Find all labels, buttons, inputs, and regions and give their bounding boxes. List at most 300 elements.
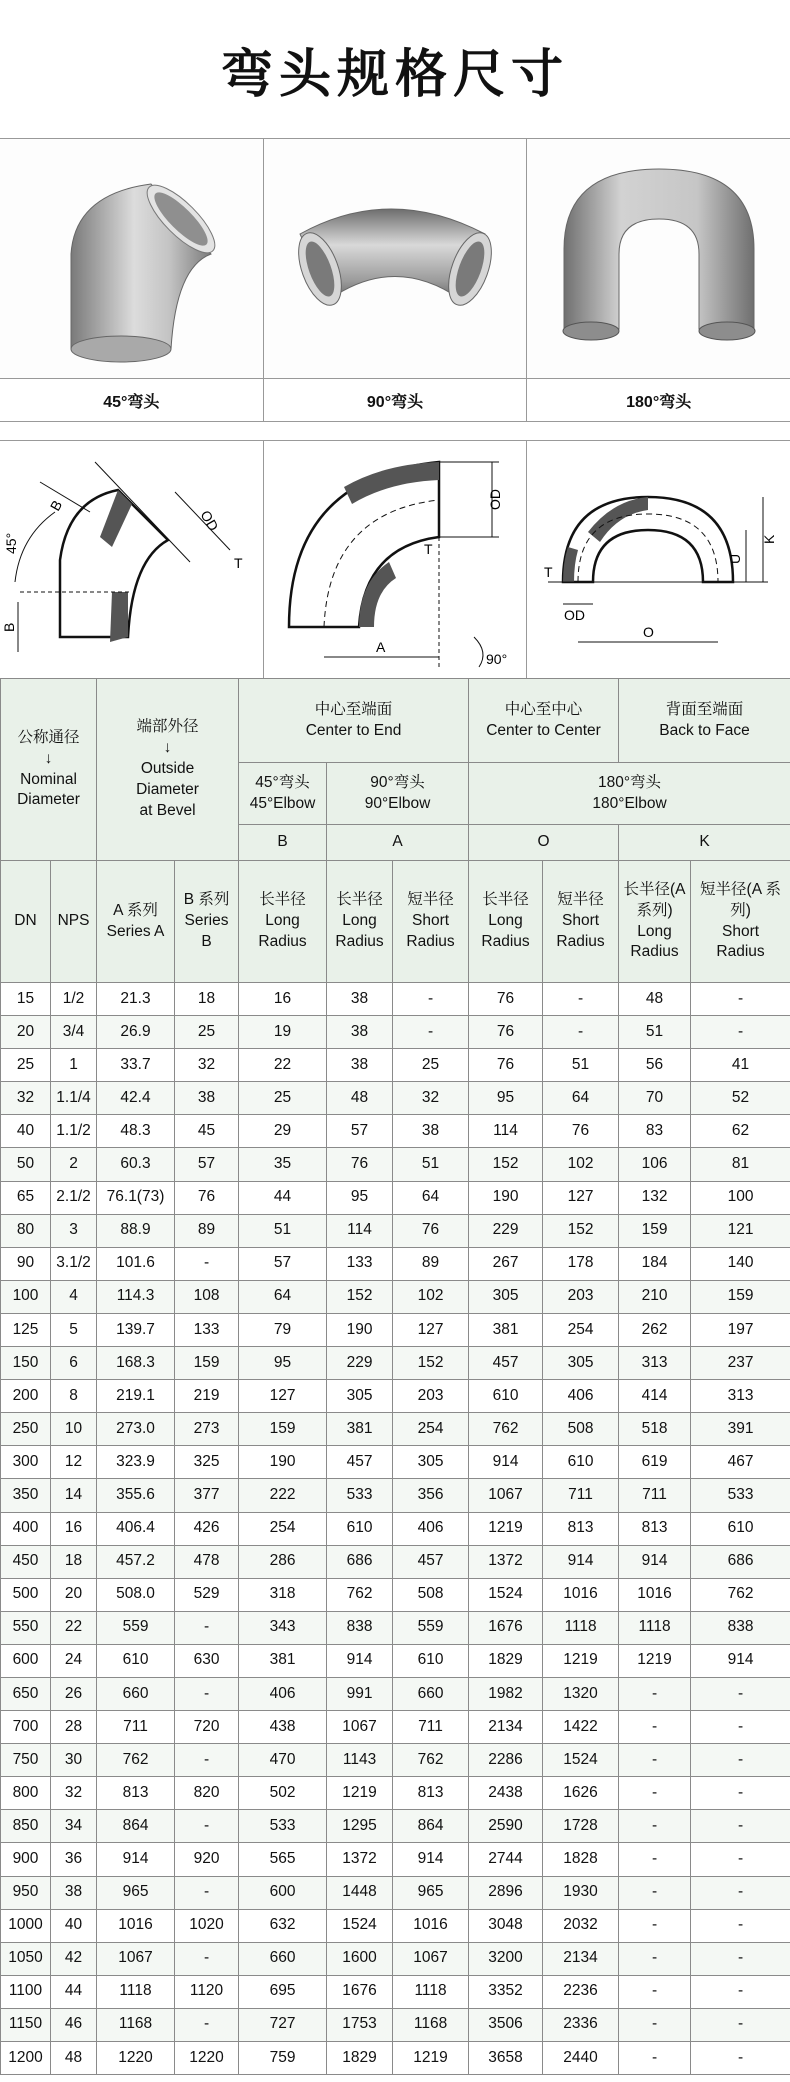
table-cell: 1829 (327, 2042, 393, 2075)
table-cell: 600 (239, 1876, 327, 1909)
caption-90-elbow: 90°弯头 (264, 379, 528, 421)
table-cell: 57 (327, 1115, 393, 1148)
table-cell: 2438 (469, 1777, 543, 1810)
table-cell: 1372 (469, 1545, 543, 1578)
table-cell: - (175, 1876, 239, 1909)
table-cell: 438 (239, 1711, 327, 1744)
header-180-short-radius: 短半径 Short Radius (543, 861, 619, 983)
drawing-row (0, 440, 790, 679)
table-row (1, 2008, 790, 2041)
header-45-long-radius: 长半径 Long Radius (239, 861, 327, 983)
header-center-to-end: 中心至端面 Center to End (239, 679, 469, 763)
table-cell: 219 (175, 1380, 239, 1413)
table-cell: 457 (327, 1446, 393, 1479)
label-od: OD (487, 489, 503, 510)
table-cell: 1676 (469, 1611, 543, 1644)
table-cell: 25 (1, 1049, 51, 1082)
table-cell: - (619, 1876, 691, 1909)
table-cell: 76.1(73) (97, 1181, 175, 1214)
table-row (1, 1016, 790, 1049)
table-cell: 2744 (469, 1843, 543, 1876)
table-cell: 381 (469, 1313, 543, 1346)
table-cell: 800 (1, 1777, 51, 1810)
table-cell: 406 (543, 1380, 619, 1413)
label-t: T (234, 555, 243, 571)
header-nominal-diameter: 公称通径 ↓ Nominal Diameter (1, 679, 97, 861)
header-series-b: B 系列 Series B (175, 861, 239, 983)
photo-90-elbow (264, 139, 528, 379)
table-cell: 2.1/2 (51, 1181, 97, 1214)
table-cell: 152 (543, 1214, 619, 1247)
table-row (1, 1876, 790, 1909)
table-cell: 26.9 (97, 1016, 175, 1049)
table-cell: 313 (619, 1347, 691, 1380)
table-cell: 76 (543, 1115, 619, 1148)
label-u: U (726, 553, 743, 564)
table-cell: 414 (619, 1380, 691, 1413)
table-cell: 76 (469, 1049, 543, 1082)
table-cell: 864 (393, 1810, 469, 1843)
table-cell: 914 (97, 1843, 175, 1876)
table-cell: 559 (97, 1611, 175, 1644)
table-cell: 533 (239, 1810, 327, 1843)
table-cell: 30 (51, 1744, 97, 1777)
table-cell: 2134 (543, 1942, 619, 1975)
table-cell: 457.2 (97, 1545, 175, 1578)
table-cell: 219.1 (97, 1380, 175, 1413)
table-cell: 3048 (469, 1909, 543, 1942)
table-cell: 711 (619, 1479, 691, 1512)
table-cell: 159 (691, 1280, 790, 1313)
header-center-to-center: 中心至中心 Center to Center (469, 679, 619, 763)
table-cell: 42.4 (97, 1082, 175, 1115)
table-cell: 273.0 (97, 1413, 175, 1446)
page-title: 弯头规格尺寸 (220, 44, 569, 105)
header-180-elbow: 180°弯头 180°Elbow (469, 763, 790, 825)
table-cell: 1016 (393, 1909, 469, 1942)
table-cell: 237 (691, 1347, 790, 1380)
table-cell: 630 (175, 1644, 239, 1677)
table-cell: 57 (175, 1148, 239, 1181)
table-cell: 318 (239, 1578, 327, 1611)
table-cell: 2590 (469, 1810, 543, 1843)
table-cell: 1728 (543, 1810, 619, 1843)
table-row (1, 1545, 790, 1578)
table-row (1, 1711, 790, 1744)
drawing-45-elbow-svg (0, 442, 262, 678)
table-cell: 660 (239, 1942, 327, 1975)
table-cell: 762 (327, 1578, 393, 1611)
table-cell: 1.1/2 (51, 1115, 97, 1148)
table-cell: 813 (543, 1512, 619, 1545)
elbow-spec-table (0, 678, 790, 2075)
table-cell: 1219 (543, 1644, 619, 1677)
table-cell: 470 (239, 1744, 327, 1777)
table-cell: 133 (327, 1247, 393, 1280)
table-cell: 1676 (327, 1975, 393, 2008)
table-row (1, 1777, 790, 1810)
label-t: T (424, 541, 433, 557)
table-cell: 2134 (469, 1711, 543, 1744)
table-cell: 1219 (393, 2042, 469, 2075)
table-row (1, 1380, 790, 1413)
table-row (1, 1148, 790, 1181)
table-cell: 720 (175, 1711, 239, 1744)
table-cell: 38 (327, 1016, 393, 1049)
table-row (1, 2042, 790, 2075)
table-cell: 60.3 (97, 1148, 175, 1181)
table-cell: 914 (543, 1545, 619, 1578)
table-cell: 450 (1, 1545, 51, 1578)
table-cell: 139.7 (97, 1313, 175, 1346)
table-cell: 88.9 (97, 1214, 175, 1247)
table-cell: 76 (469, 1016, 543, 1049)
table-cell: 168.3 (97, 1347, 175, 1380)
table-row (1, 1677, 790, 1710)
table-cell: 343 (239, 1611, 327, 1644)
table-cell: - (691, 1975, 790, 2008)
drawing-90-elbow-svg (264, 442, 526, 678)
table-cell: - (691, 1016, 790, 1049)
table-cell: 197 (691, 1313, 790, 1346)
table-cell: 159 (619, 1214, 691, 1247)
table-cell: 3658 (469, 2042, 543, 2075)
table-cell: 1118 (619, 1611, 691, 1644)
photo-90-elbow-image (275, 149, 515, 369)
table-cell: 350 (1, 1479, 51, 1512)
table-cell: 229 (327, 1347, 393, 1380)
table-cell: 222 (239, 1479, 327, 1512)
table-cell: - (619, 1909, 691, 1942)
table-cell: 102 (393, 1280, 469, 1313)
table-cell: 508.0 (97, 1578, 175, 1611)
table-cell: 6 (51, 1347, 97, 1380)
table-cell: 1753 (327, 2008, 393, 2041)
table-cell: 356 (393, 1479, 469, 1512)
table-cell: 2336 (543, 2008, 619, 2041)
table-cell: 101.6 (97, 1247, 175, 1280)
table-cell: 467 (691, 1446, 790, 1479)
table-cell: - (393, 983, 469, 1016)
table-cell: 38 (393, 1115, 469, 1148)
table-cell: 48 (619, 983, 691, 1016)
table-cell: - (691, 983, 790, 1016)
table-cell: 1295 (327, 1810, 393, 1843)
drawing-90-elbow (264, 441, 528, 679)
header-back-to-face: 背面至端面 Back to Face (619, 679, 790, 763)
table-cell: - (691, 1942, 790, 1975)
table-cell: 4 (51, 1280, 97, 1313)
table-cell: 565 (239, 1843, 327, 1876)
table-cell: 2896 (469, 1876, 543, 1909)
table-cell: 1016 (543, 1578, 619, 1611)
table-cell: 254 (393, 1413, 469, 1446)
table-cell: 51 (543, 1049, 619, 1082)
table-cell: 1150 (1, 2008, 51, 2041)
table-cell: 900 (1, 1843, 51, 1876)
spec-table-body (1, 983, 790, 2075)
table-cell: - (691, 1744, 790, 1777)
table-cell: 3.1/2 (51, 1247, 97, 1280)
table-cell: 22 (51, 1611, 97, 1644)
header-series-a: A 系列 Series A (97, 861, 175, 983)
table-cell: 1050 (1, 1942, 51, 1975)
table-cell: 1067 (327, 1711, 393, 1744)
table-cell: 51 (619, 1016, 691, 1049)
table-row (1, 1578, 790, 1611)
table-cell: 2032 (543, 1909, 619, 1942)
table-cell: 76 (393, 1214, 469, 1247)
header-90-long-radius: 长半径 Long Radius (327, 861, 393, 983)
table-cell: 34 (51, 1810, 97, 1843)
table-cell: 1600 (327, 1942, 393, 1975)
table-cell: 1524 (469, 1578, 543, 1611)
table-cell: 42 (51, 1942, 97, 1975)
table-cell: 203 (543, 1280, 619, 1313)
table-cell: 518 (619, 1413, 691, 1446)
table-cell: 406 (393, 1512, 469, 1545)
table-cell: 35 (239, 1148, 327, 1181)
photo-row (0, 138, 790, 379)
header-outside-diameter: 端部外径 ↓ Outside Diameter at Bevel (97, 679, 239, 861)
table-cell: 1982 (469, 1677, 543, 1710)
table-cell: 20 (1, 1016, 51, 1049)
table-cell: - (175, 1942, 239, 1975)
table-cell: 51 (239, 1214, 327, 1247)
table-cell: 70 (619, 1082, 691, 1115)
table-row (1, 1446, 790, 1479)
table-cell: 478 (175, 1545, 239, 1578)
table-cell: 533 (691, 1479, 790, 1512)
table-cell: 152 (327, 1280, 393, 1313)
table-cell: 3352 (469, 1975, 543, 2008)
table-cell: 38 (51, 1876, 97, 1909)
table-cell: 16 (239, 983, 327, 1016)
table-cell: 2 (51, 1148, 97, 1181)
table-cell: 457 (469, 1347, 543, 1380)
table-cell: 660 (393, 1677, 469, 1710)
photo-180-elbow-image (539, 149, 779, 369)
label-k: K (760, 534, 777, 544)
photo-45-elbow (0, 139, 264, 379)
table-cell: 114.3 (97, 1280, 175, 1313)
table-cell: 2236 (543, 1975, 619, 2008)
table-cell: 1067 (469, 1479, 543, 1512)
table-cell: 262 (619, 1313, 691, 1346)
table-cell: 18 (175, 983, 239, 1016)
table-cell: 152 (393, 1347, 469, 1380)
table-cell: 24 (51, 1644, 97, 1677)
table-cell: 914 (393, 1843, 469, 1876)
table-cell: 83 (619, 1115, 691, 1148)
table-cell: 32 (51, 1777, 97, 1810)
table-cell: 62 (691, 1115, 790, 1148)
table-cell: 965 (97, 1876, 175, 1909)
table-row (1, 1181, 790, 1214)
table-cell: 1320 (543, 1677, 619, 1710)
table-cell: 838 (327, 1611, 393, 1644)
table-cell: 914 (619, 1545, 691, 1578)
table-cell: 950 (1, 1876, 51, 1909)
table-cell: 127 (239, 1380, 327, 1413)
table-cell: - (175, 1611, 239, 1644)
table-cell: - (619, 1777, 691, 1810)
table-cell: - (175, 1744, 239, 1777)
table-row (1, 1049, 790, 1082)
table-cell: - (393, 1016, 469, 1049)
table-cell: 838 (691, 1611, 790, 1644)
table-cell: 57 (239, 1247, 327, 1280)
table-cell: 1422 (543, 1711, 619, 1744)
caption-45-elbow: 45°弯头 (0, 379, 264, 421)
table-cell: 52 (691, 1082, 790, 1115)
table-cell: 2286 (469, 1744, 543, 1777)
table-cell: 727 (239, 2008, 327, 2041)
table-row (1, 1313, 790, 1346)
table-cell: 203 (393, 1380, 469, 1413)
table-cell: 325 (175, 1446, 239, 1479)
table-row (1, 1909, 790, 1942)
label-a: A (376, 639, 386, 655)
table-cell: 914 (469, 1446, 543, 1479)
table-cell: 610 (543, 1446, 619, 1479)
table-cell: 813 (97, 1777, 175, 1810)
table-cell: 26 (51, 1677, 97, 1710)
table-cell: 850 (1, 1810, 51, 1843)
table-cell: 25 (393, 1049, 469, 1082)
table-cell: 700 (1, 1711, 51, 1744)
table-cell: 508 (393, 1578, 469, 1611)
table-cell: 178 (543, 1247, 619, 1280)
table-cell: 65 (1, 1181, 51, 1214)
table-cell: 286 (239, 1545, 327, 1578)
table-cell: - (175, 1810, 239, 1843)
table-cell: 1219 (469, 1512, 543, 1545)
table-cell: 991 (327, 1677, 393, 1710)
table-cell: 600 (1, 1644, 51, 1677)
header-k-long-radius: 长半径(A 系列) Long Radius (619, 861, 691, 983)
table-cell: 56 (619, 1049, 691, 1082)
table-cell: 80 (1, 1214, 51, 1247)
table-cell: 79 (239, 1313, 327, 1346)
header-a: A (327, 825, 469, 861)
table-cell: 619 (619, 1446, 691, 1479)
table-cell: 21.3 (97, 983, 175, 1016)
table-cell: 1828 (543, 1843, 619, 1876)
table-cell: 313 (691, 1380, 790, 1413)
table-cell: 305 (393, 1446, 469, 1479)
table-cell: 1 (51, 1049, 97, 1082)
table-cell: 48 (327, 1082, 393, 1115)
table-cell: 1200 (1, 2042, 51, 2075)
table-cell: 762 (469, 1413, 543, 1446)
table-cell: 305 (469, 1280, 543, 1313)
table-cell: 711 (97, 1711, 175, 1744)
table-cell: 610 (691, 1512, 790, 1545)
table-cell: 759 (239, 2042, 327, 2075)
table-cell: 1168 (97, 2008, 175, 2041)
table-cell: 400 (1, 1512, 51, 1545)
drawing-180-elbow-svg (528, 442, 790, 678)
table-cell: 76 (175, 1181, 239, 1214)
table-row (1, 1611, 790, 1644)
table-cell: 1143 (327, 1744, 393, 1777)
table-cell: 1524 (543, 1744, 619, 1777)
table-cell: 1372 (327, 1843, 393, 1876)
table-cell: 76 (469, 983, 543, 1016)
table-row (1, 1082, 790, 1115)
table-cell: 273 (175, 1413, 239, 1446)
table-row (1, 983, 790, 1016)
table-cell: 1000 (1, 1909, 51, 1942)
table-cell: 210 (619, 1280, 691, 1313)
header-k: K (619, 825, 790, 861)
table-row (1, 1479, 790, 1512)
label-90-degree: 90° (486, 651, 508, 667)
table-cell: 267 (469, 1247, 543, 1280)
table-cell: 152 (469, 1148, 543, 1181)
table-cell: - (619, 1711, 691, 1744)
table-cell: 89 (393, 1247, 469, 1280)
table-cell: 2440 (543, 2042, 619, 2075)
header-90-short-radius: 短半径 Short Radius (393, 861, 469, 983)
table-cell: 28 (51, 1711, 97, 1744)
table-row (1, 1413, 790, 1446)
table-cell: - (619, 1975, 691, 2008)
table-cell: - (691, 1711, 790, 1744)
table-cell: 610 (97, 1644, 175, 1677)
table-row (1, 1115, 790, 1148)
table-cell: 914 (327, 1644, 393, 1677)
header-nps: NPS (51, 861, 97, 983)
table-cell: - (619, 2042, 691, 2075)
table-cell: 38 (175, 1082, 239, 1115)
table-row (1, 1280, 790, 1313)
label-od: OD (563, 607, 585, 623)
table-cell: 695 (239, 1975, 327, 2008)
table-cell: 1016 (97, 1909, 175, 1942)
table-cell: - (175, 1677, 239, 1710)
table-cell: 1067 (97, 1942, 175, 1975)
table-cell: 1120 (175, 1975, 239, 2008)
table-cell: 406 (239, 1677, 327, 1710)
table-cell: - (543, 983, 619, 1016)
table-cell: - (691, 1810, 790, 1843)
table-cell: 45 (175, 1115, 239, 1148)
table-cell: 3506 (469, 2008, 543, 2041)
table-cell: 95 (239, 1347, 327, 1380)
table-cell: 1220 (97, 2042, 175, 2075)
table-cell: 100 (1, 1280, 51, 1313)
table-cell: 32 (1, 1082, 51, 1115)
table-cell: 533 (327, 1479, 393, 1512)
table-row (1, 1744, 790, 1777)
table-cell: 3200 (469, 1942, 543, 1975)
table-cell: 5 (51, 1313, 97, 1346)
table-cell: 1/2 (51, 983, 97, 1016)
label-b-upper: B (47, 497, 66, 514)
table-cell: 250 (1, 1413, 51, 1446)
table-cell: - (691, 1777, 790, 1810)
table-row (1, 1843, 790, 1876)
table-cell: 22 (239, 1049, 327, 1082)
table-cell: 200 (1, 1380, 51, 1413)
header-b: B (239, 825, 327, 861)
table-cell: 559 (393, 1611, 469, 1644)
table-cell: 1016 (619, 1578, 691, 1611)
table-row (1, 1347, 790, 1380)
photo-180-elbow (527, 139, 790, 379)
